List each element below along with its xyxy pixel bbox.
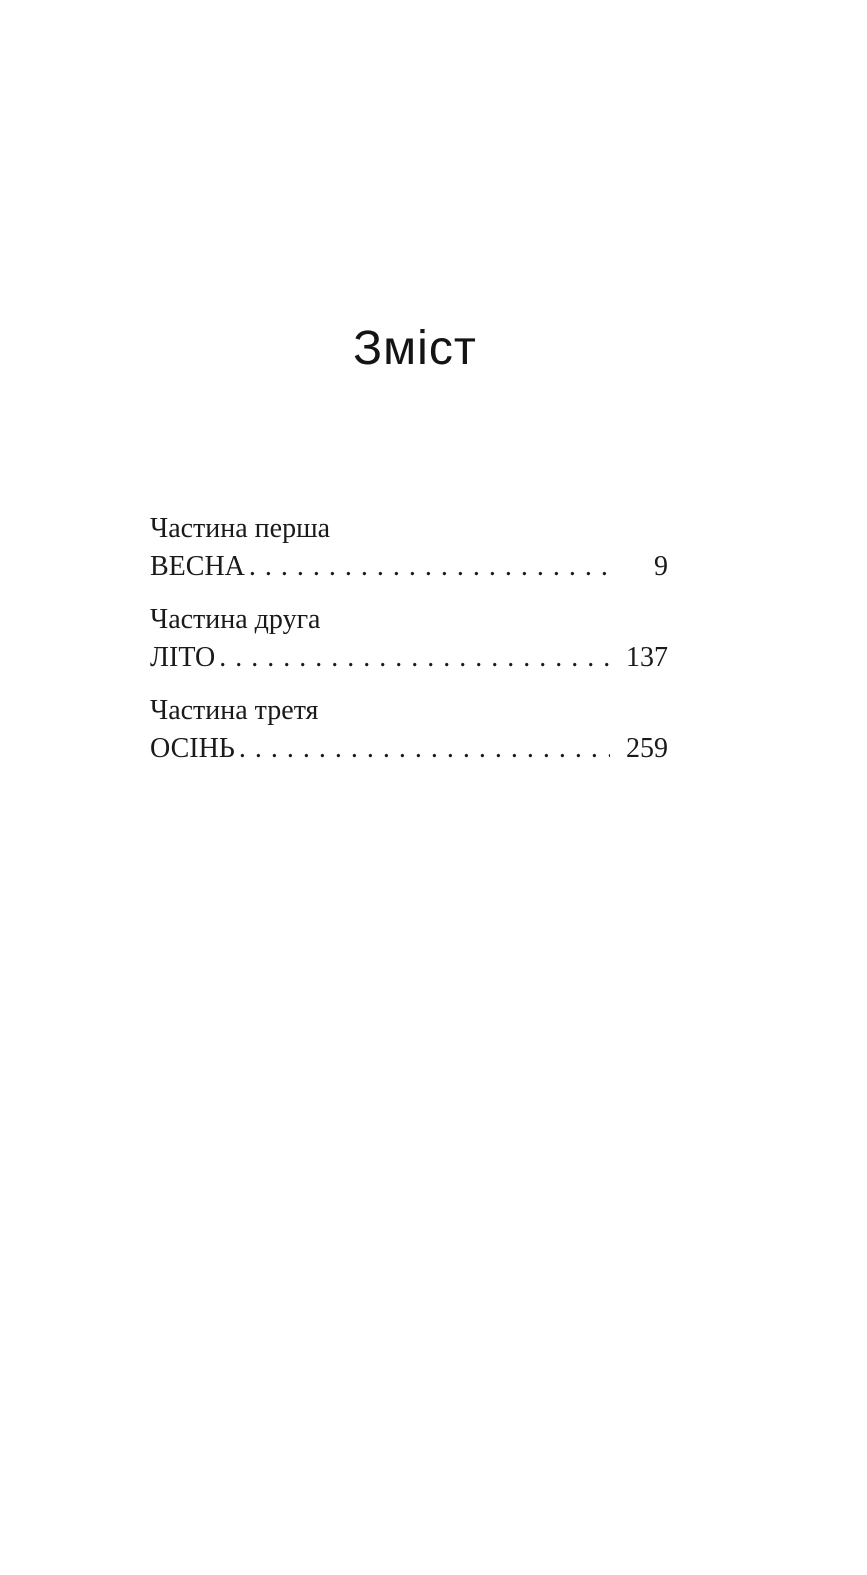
toc-entry-title: ЛІТО (150, 642, 216, 673)
toc-part-label: Частина друга (150, 604, 321, 635)
toc-page-number: 9 (654, 551, 668, 582)
toc-line (150, 548, 668, 586)
toc-part-label: Частина перша (150, 513, 331, 544)
toc-entry (150, 601, 668, 677)
toc-page-number: 259 (626, 733, 668, 764)
toc-list (150, 510, 668, 783)
toc-entry (150, 692, 668, 768)
toc-entry-title: ОСІНЬ (150, 733, 235, 764)
toc-line (150, 639, 668, 677)
toc-part-label: Частина третя (150, 695, 319, 726)
dot-leader (239, 730, 610, 768)
toc-entry (150, 510, 668, 586)
page-title: Зміст (353, 322, 477, 375)
dot-leader (249, 548, 610, 586)
dot-leader (219, 639, 610, 677)
toc-page-number: 137 (626, 642, 668, 673)
toc-entry-title: ВЕСНА (150, 551, 245, 582)
toc-line (150, 730, 668, 768)
